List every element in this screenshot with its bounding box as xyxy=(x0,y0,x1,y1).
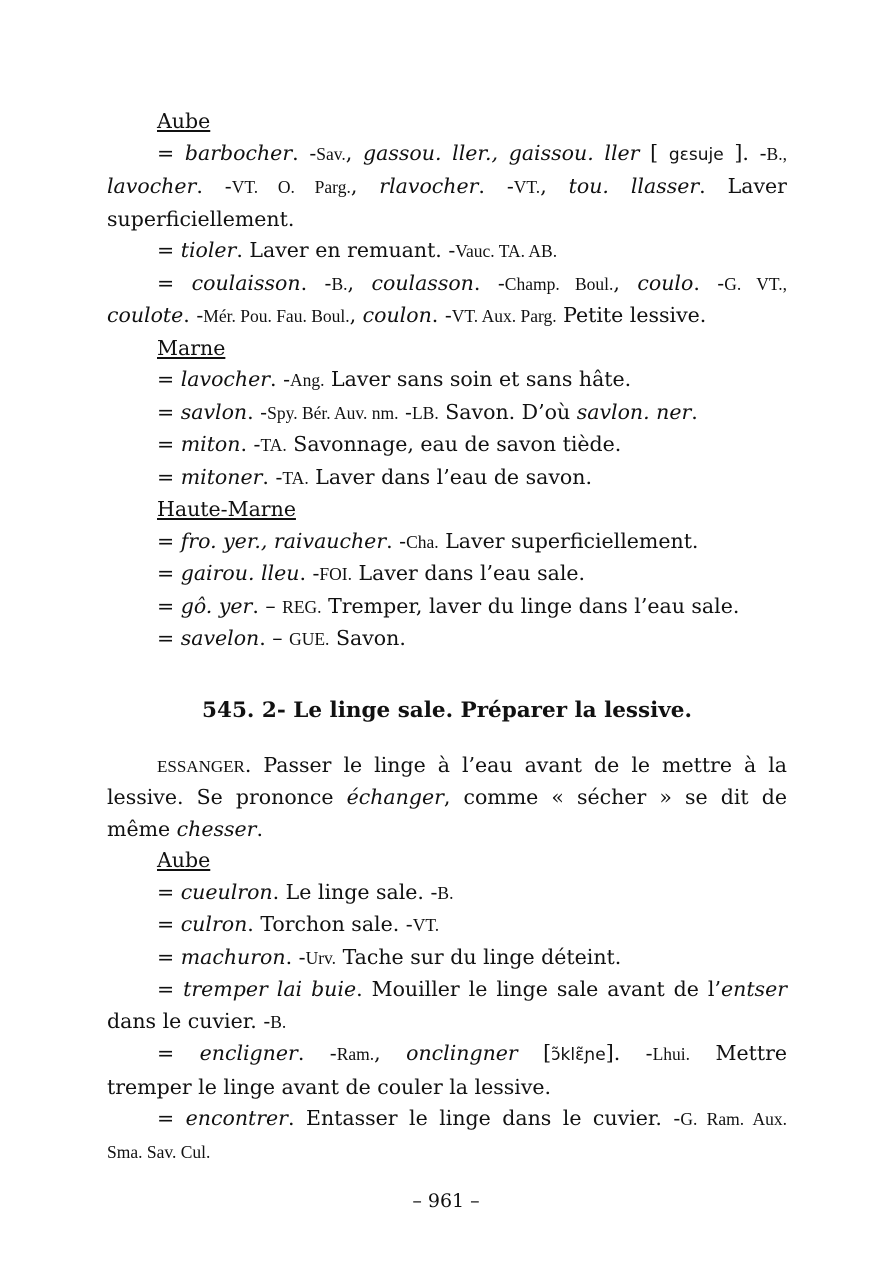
entry-barbocher-line2: lavocher. -VT. O. Parg., rlavocher. -VT., tou. llasser. Laver xyxy=(107,174,787,198)
entry-culron: = culron. Torchon sale. -VT. xyxy=(157,912,440,936)
heading-aube: Aube xyxy=(157,109,211,133)
entry-lavocher: = lavocher. -Ang. Laver sans soin et sans hâte. xyxy=(157,367,632,391)
intro-line3: même chesser. xyxy=(107,816,263,841)
heading-aube-2: Aube xyxy=(157,848,211,872)
intro-line1: ESSANGER. Passer le linge à l’eau avant de le mettre à la xyxy=(157,752,787,777)
page-number: – 961 – xyxy=(412,1190,480,1212)
entry-savlon: = savlon. -Spy. Bér. Auv. nm. -LB. Savon. D’où savlon. ner. xyxy=(157,399,698,424)
entry-machuron: = machuron. -Urv. Tache sur du linge déteint. xyxy=(157,944,622,969)
entry-savelon: = savelon. – GUE. Savon. xyxy=(157,626,406,650)
entry-froyer: = fro. yer., raivaucher. -Cha. Laver superficiellement. xyxy=(157,528,699,553)
intro-line2: lessive. Se prononce échanger, comme « sécher » se dit de xyxy=(107,785,787,809)
entry-tioler: = tioler. Laver en remuant. -Vauc. TA. AB. xyxy=(157,238,558,262)
entry-gairoulleu: = gairou. lleu. -FOI. Laver dans l’eau sale. xyxy=(157,561,586,585)
entry-encontrer-line1: = encontrer. Entasser le linge dans le cuvier. -G. Ram. Aux. xyxy=(157,1106,787,1130)
entry-coulaisson-line2: coulote. -Mér. Pou. Fau. Boul., coulon. -VT. Aux. Parg. Petite lessive. xyxy=(107,303,707,327)
entry-goyer: = gô. yer. – REG. Tremper, laver du linge dans l’eau sale. xyxy=(157,593,740,618)
entry-barbocher-line1: = barbocher. -Sav., gassou. ller., gaissou. ller [ gɛsuje ]. -B., xyxy=(157,140,787,165)
page-body xyxy=(107,106,787,1168)
entry-miton: = miton. -TA. Savonnage, eau de savon tiède. xyxy=(157,432,622,456)
section-title: 545. 2- Le linge sale. Préparer la lessive. xyxy=(202,697,692,723)
heading-marne: Marne xyxy=(157,335,226,360)
entry-encligner-line2: tremper le linge avant de couler la lessive. xyxy=(107,1074,552,1099)
heading-haute-marne: Haute-Marne xyxy=(157,497,296,521)
entry-encontrer-line2: Sma. Sav. Cul. xyxy=(107,1141,211,1162)
entry-barbocher-line3: superficiellement. xyxy=(107,206,295,231)
entry-coulaisson-line1: = coulaisson. -B., coulasson. -Champ. Boul., coulo. -G. VT., xyxy=(157,270,787,295)
entry-mitoner: = mitoner. -TA. Laver dans l’eau de savon. xyxy=(157,464,592,489)
entry-cueulron: = cueulron. Le linge sale. -B. xyxy=(157,879,454,904)
entry-tremper-line1: = tremper lai buie. Mouiller le linge sale avant de l’entser xyxy=(157,977,788,1001)
entry-tremper-line2: dans le cuvier. -B. xyxy=(107,1008,287,1033)
entry-encligner-line1: = encligner. -Ram., onclingner [ɔ̃klɛ̃ɲe]. -Lhui. Mettre xyxy=(157,1041,787,1065)
